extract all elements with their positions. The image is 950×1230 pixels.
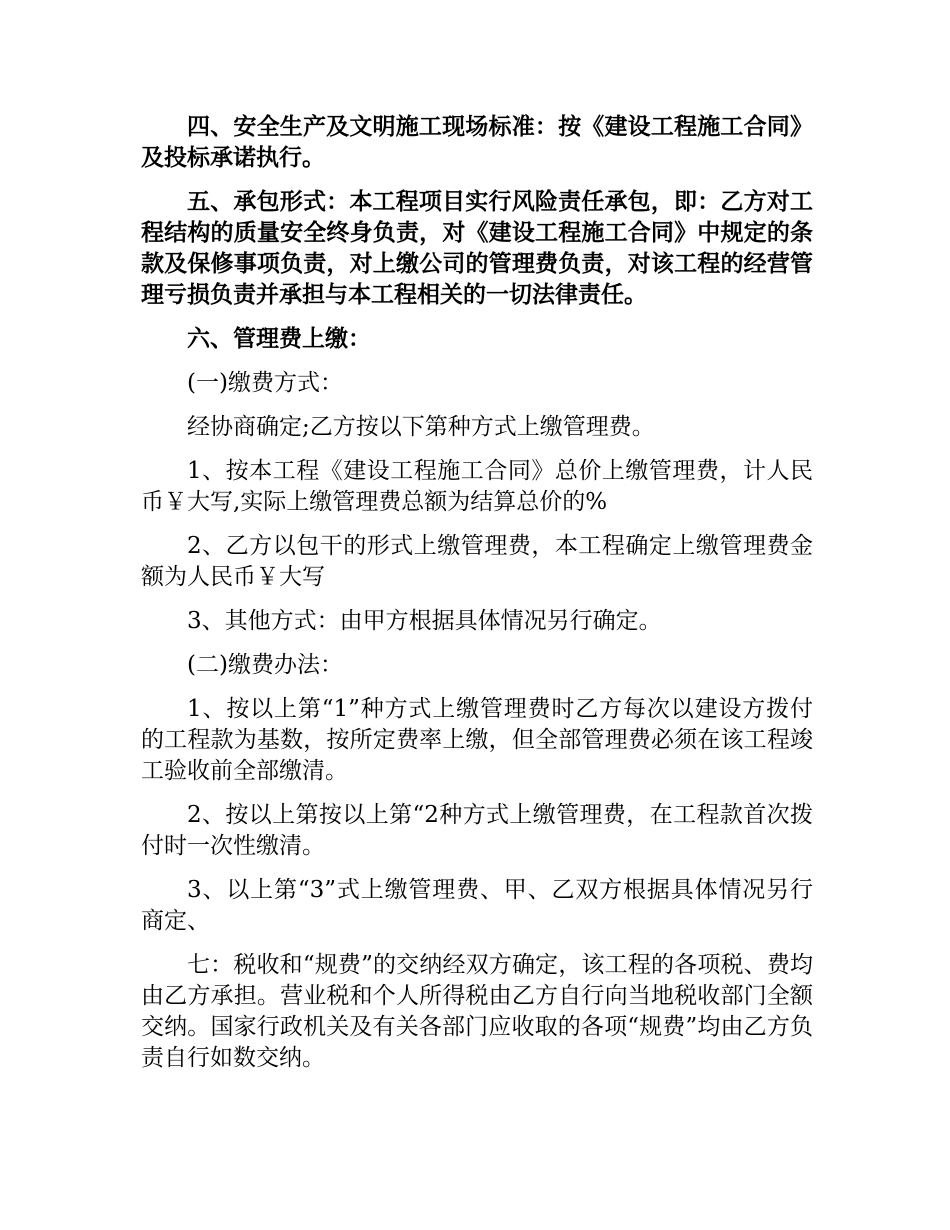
section-six-management-fee-heading: 六、管理费上缴：	[187, 326, 371, 352]
payment-procedure-item-2: 2、按以上第按以上第“2种方式上缴管理费，在工程款首次拨付时一次性缴清。	[141, 802, 813, 859]
document-page	[141, 112, 813, 1087]
payment-method-intro: 经协商确定;乙方按以下第种方式上缴管理费。	[187, 414, 655, 440]
subsection-payment-procedure-heading: (二)缴费办法：	[187, 652, 343, 678]
section-five-contract-form: 五、承包形式：本工程项目实行风险责任承包，即：乙方对工程结构的质量安全终身负责，对《建设工程施工合同》中规定的条款及保修事项负责，对上缴公司的管理费负责，对该工程的经营管理亏损负责并承担与本工程相关的一切法律责任。	[141, 189, 813, 308]
payment-procedure-item-1: 1、按以上第“1”种方式上缴管理费时乙方每次以建设方拨付的工程款为基数，按所定费率上缴，但全部管理费必须在该工程竣工验收前全部缴清。	[141, 696, 813, 784]
section-four-safety-standard: 四、安全生产及文明施工现场标准：按《建设工程施工合同》及投标承诺执行。	[141, 114, 813, 171]
payment-method-item-1: 1、按本工程《建设工程施工合同》总价上缴管理费，计人民币￥大写,实际上缴管理费总额为结算总价的%	[141, 458, 813, 515]
section-seven-taxes-fees: 七：税收和“规费”的交纳经双方确定，该工程的各项税、费均由乙方承担。营业税和个人所得税由乙方自行向当地税收部门全额交纳。国家行政机关及有关各部门应收取的各项“规费”均由乙方负责自行如数交纳。	[141, 952, 813, 1071]
payment-method-item-3: 3、其他方式：由甲方根据具体情况另行确定。	[187, 608, 662, 634]
subsection-payment-method-heading: (一)缴费方式：	[187, 370, 343, 396]
payment-method-item-2: 2、乙方以包干的形式上缴管理费，本工程确定上缴管理费金额为人民币￥大写	[141, 533, 813, 590]
payment-procedure-item-3: 3、以上第“3”式上缴管理费、甲、乙双方根据具体情况另行商定、	[141, 877, 813, 934]
